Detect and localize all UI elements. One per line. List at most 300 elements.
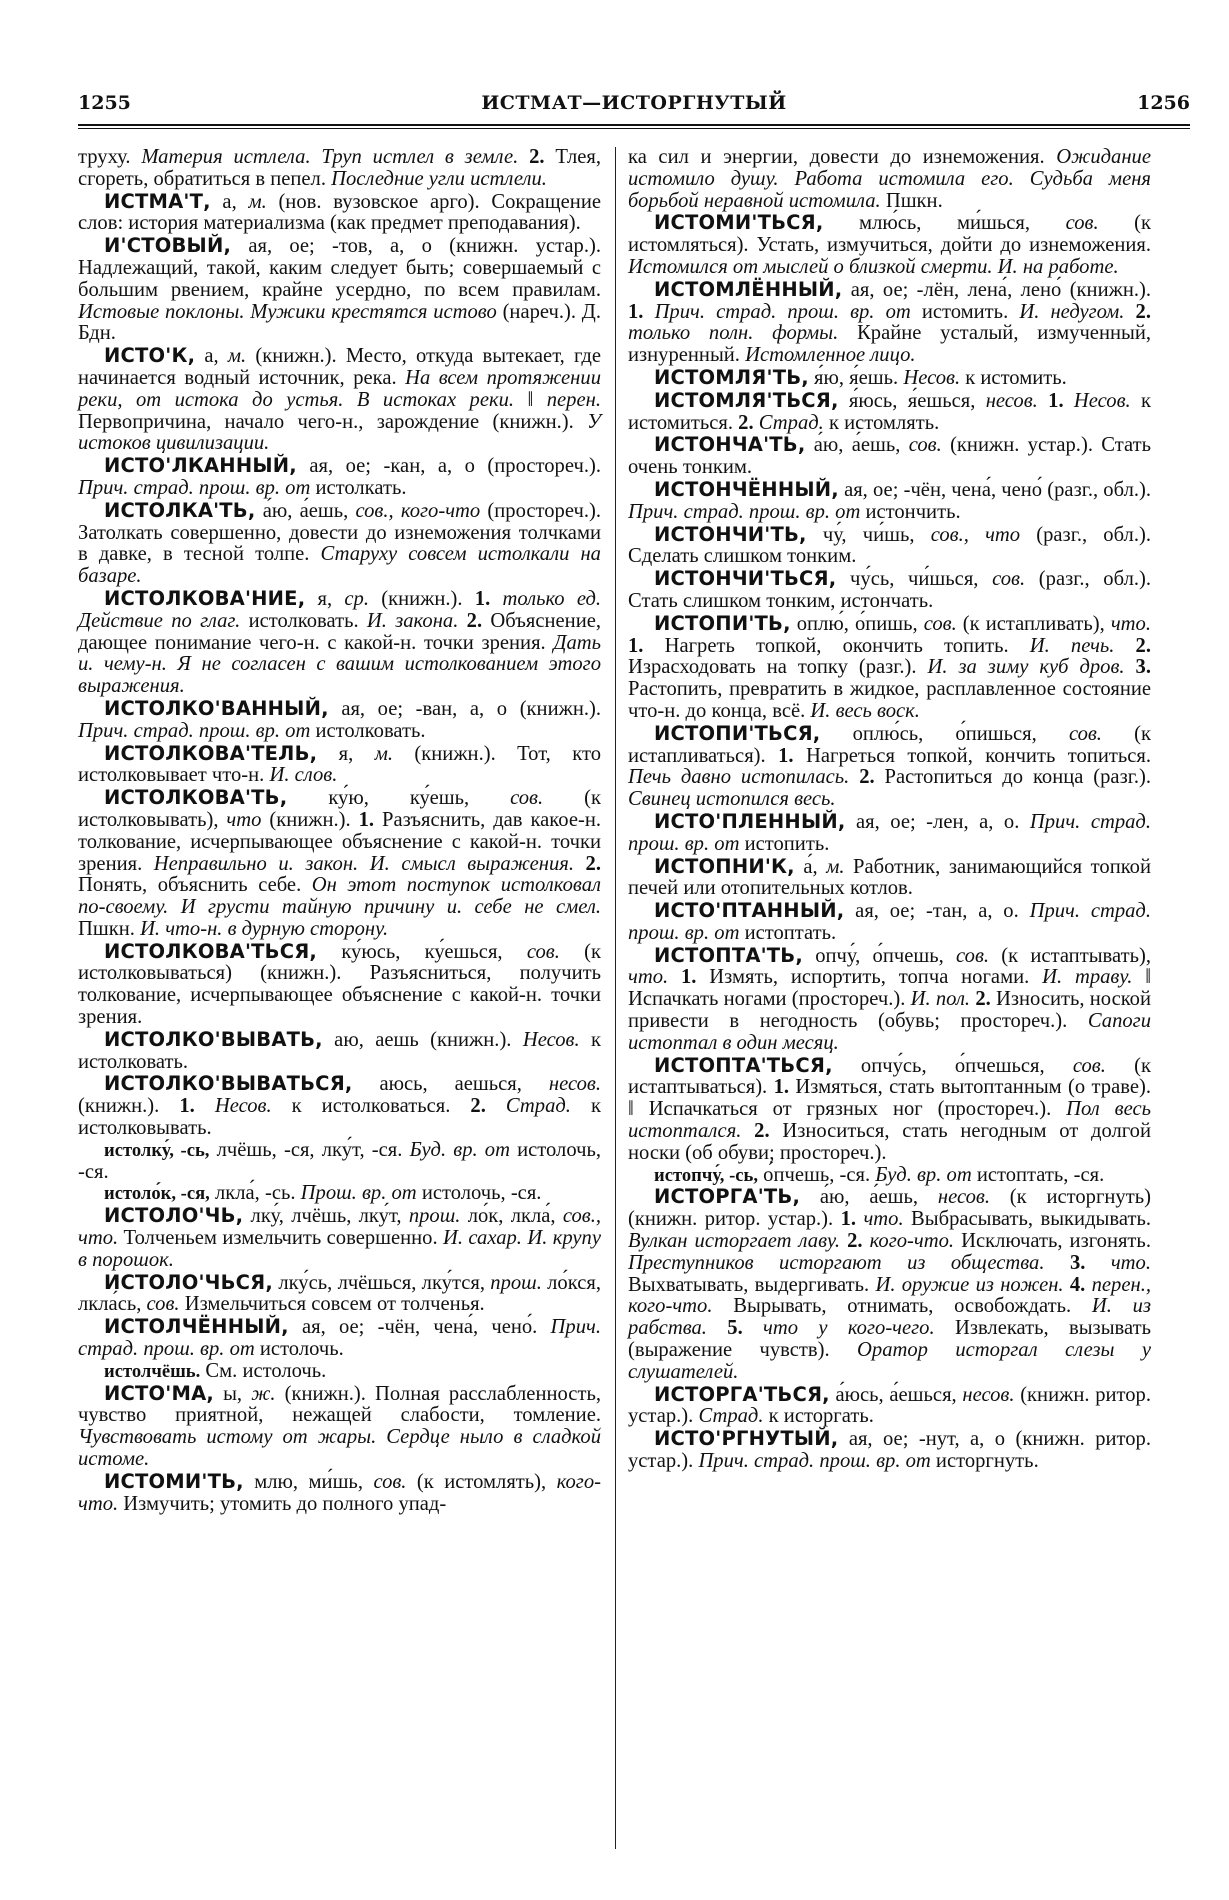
entry-text: истоптать. (739, 921, 837, 944)
entry-text: (нов. вузовское арго). Сокращение слов: история материализма (как предмет преподавания). (78, 190, 601, 235)
entry-text: Прич. страд. прош. вр. от (78, 1316, 601, 1361)
entry-text: истолковать. (310, 719, 426, 742)
entry-text (707, 1317, 727, 1339)
entry-headword: ИСТОПИ'ТЬСЯ, (654, 721, 821, 745)
entry-text: И. траву. (1042, 966, 1133, 989)
entry-text: а́ю, а́ешь, (255, 499, 356, 522)
entry-text: что. (863, 1208, 904, 1231)
entry-text: Прич. страд. прош. вр. от (628, 900, 1152, 944)
entry-text: 2. (585, 852, 601, 875)
entry-text: кого-что. (869, 1230, 955, 1253)
running-title: ИСТМАТ—ИСТОРГНУТЫЙ (481, 92, 787, 114)
entry-text (490, 588, 502, 610)
entry-text: Буд. вр. от (409, 1138, 510, 1161)
entry-text: опчу́сь, о́пчешься, (832, 1054, 1073, 1077)
entry-text: несов. (548, 1073, 601, 1096)
entry-text: (к истапливаться). (628, 722, 1151, 767)
entry-text: ло́кся, лкла́сь, (78, 1271, 601, 1316)
entry-text: Прич. страд. прош. вр. от (78, 476, 311, 499)
entry-text (849, 766, 859, 788)
entry-text: (простореч.). Затолкать совершенно, довести до изнеможения толчками в давке, в тесной толпе. (78, 499, 601, 566)
entry-text: Страд. (698, 1405, 764, 1428)
entry-text (458, 610, 466, 632)
entry-text: Крайне усталый, измученный, изнуренный. (628, 322, 1151, 367)
entry-text: а́юсь, а́ешься, (829, 1383, 963, 1406)
entry-text (743, 1317, 763, 1339)
entry-text: И. что-н. в дурную сторону. (140, 917, 389, 940)
entry-text: ая, ое; -тан, а, о. (844, 900, 1030, 923)
entry-text: И. закона. (366, 609, 459, 632)
entry-text (486, 1095, 506, 1117)
entry-text: сов. (1072, 1054, 1106, 1077)
entry-text: лку́, лчёшь, лку́т, (243, 1205, 409, 1228)
entry-headword: ИСТОПТА'ТЬ, (654, 943, 803, 967)
dictionary-entry (78, 588, 601, 698)
entry-text (574, 853, 586, 875)
entry-headword: ИСТО'МА, (104, 1381, 214, 1405)
dictionary-entry (628, 367, 1151, 390)
entry-text (518, 146, 529, 168)
entry-text: 1. (628, 634, 644, 657)
dictionary-entry (78, 1140, 601, 1184)
entry-headword: истолчёшь. (104, 1360, 201, 1382)
entry-text: Нагреться топкой, кончить топиться. (793, 744, 1151, 767)
entry-text: к истомить. (960, 366, 1067, 389)
entry-text: аюсь, аешься, (352, 1073, 549, 1096)
entry-text (1125, 656, 1136, 678)
entry-text: сов., что. (78, 1205, 601, 1250)
entry-text: сов. (1068, 722, 1102, 745)
entry-text: аю, аешь (книжн.). (322, 1028, 523, 1051)
entry-text: Истовые поклоны. Мужики крестятся истово (78, 300, 497, 323)
entry-text: 5. (727, 1317, 743, 1340)
entry-text: Измять, испортить, топча ногами. (696, 966, 1043, 989)
dictionary-entry (628, 856, 1151, 901)
entry-text: а, (210, 190, 249, 213)
entry-text: несов. (985, 389, 1038, 412)
entry-text: Печь давно истопилась. (628, 766, 850, 789)
entry-text: прош. (490, 1271, 542, 1294)
dictionary-entry (628, 811, 1151, 856)
entry-text: (книжн.). (78, 1095, 180, 1118)
dictionary-entry (78, 1383, 601, 1471)
entry-text: Растопиться до конца (разг.). (874, 766, 1151, 789)
entry-text: 1. (179, 1095, 195, 1118)
entry-text: оплю́, о́пишь, (790, 612, 924, 635)
dictionary-entry (628, 390, 1151, 435)
entry-headword: ИСТОРГА'ТЬСЯ, (654, 1382, 830, 1406)
entry-text: млю, ми́шь, (243, 1470, 374, 1493)
entry-headword: ИСТОЛКОВА'ТЕЛЬ, (104, 741, 318, 765)
entry-headword: ИСТОЛКО'ВЫВАТЬСЯ, (104, 1072, 353, 1096)
entry-text: прош. (408, 1205, 461, 1228)
entry-text: истолочь. (254, 1338, 344, 1361)
entry-text: ж. (251, 1382, 276, 1405)
entry-text: Оратор исторгал слезы у слушателей. (628, 1339, 1151, 1383)
entry-text: что (226, 808, 262, 831)
entry-text: а, (195, 345, 228, 368)
entry-text: ср. (344, 587, 369, 610)
entry-headword: ИСТО'ПЛЕННЫЙ, (654, 809, 846, 833)
dictionary-entry (628, 1186, 1151, 1383)
dictionary-entry (628, 524, 1151, 569)
entry-text: 2. (1135, 634, 1151, 657)
entry-text: 2. (1135, 300, 1151, 323)
entry-text: а́, (794, 855, 827, 878)
entry-text: (книжн.). Место, откуда вытекает, где начинается водный источник, река. (78, 345, 601, 389)
page-header (78, 92, 1190, 122)
entry-text: Тлея, сгореть, обратиться в пепел. (78, 146, 601, 190)
entry-text: Материя истлела. Труп истлел в земле. (141, 146, 519, 168)
entry-headword: ИСТОМЛЯ'ТЬ, (654, 365, 809, 389)
entry-text: Выбрасывать, выкидывать. (903, 1208, 1151, 1231)
entry-text: 3. (1135, 656, 1151, 679)
entry-text: о́пчешь, -ся. (758, 1163, 876, 1186)
dictionary-entry (78, 191, 601, 236)
header-rule-thin (78, 128, 1190, 129)
entry-text: Вулкан исторгает лаву. (628, 1230, 841, 1253)
entry-text: Исключать, изгонять. (954, 1230, 1151, 1253)
entry-text: лкла́, -сь. (209, 1182, 301, 1205)
entry-text: (разг., обл.). Сделать слишком тонким. (628, 523, 1151, 568)
entry-text: (книжн.). Полная расслабленность, чувство приятной, нежащей слабости, томление. (78, 1382, 601, 1427)
dictionary-entry (628, 613, 1151, 723)
entry-text: Последние угли истлели. (331, 167, 547, 190)
entry-text: (к истолковываться) (книжн.). Разъясниться, получить толкование, исчерпывающее объяснение с какой-н. точки зрения. (78, 940, 601, 1029)
entry-text: опчу́, о́пчешь, (802, 944, 957, 967)
entry-text: 1. (1048, 389, 1064, 412)
entry-text: Прич. страд. прош. вр. от (654, 300, 911, 323)
entry-headword: ИСТОПНИ'К, (654, 854, 795, 878)
entry-text: Измельчиться совсем от толченья. (179, 1293, 485, 1316)
entry-text: ая, ое; -нут, а, о (книжн. ритор. устар.). (628, 1428, 1151, 1473)
entry-text (741, 1120, 754, 1142)
entry-text: ка сил и энергии, довести до изнеможения. (628, 146, 1057, 168)
entry-headword: ИСТОПТА'ТЬСЯ, (654, 1053, 833, 1077)
entry-text (1064, 390, 1074, 412)
entry-text: перен., кого-что. (628, 1273, 1151, 1318)
entry-text: истолковать. (240, 609, 367, 632)
entry-text (1044, 1252, 1069, 1274)
entry-text: Преступников исторгают из общества. (628, 1251, 1045, 1274)
entry-headword: ИСТО'РГНУТЫЙ, (654, 1427, 839, 1451)
entry-headword: ИСТОПИ'ТЬ, (654, 611, 791, 635)
entry-headword: ИСТОМЛЯ'ТЬСЯ, (654, 388, 839, 412)
entry-text: Страд. (758, 411, 824, 434)
entry-text: ло́к, лкла́, (460, 1205, 563, 1228)
entry-text: ая, ое; -чён, чена́, чено́. (288, 1316, 551, 1339)
entry-text: чу́сь, чи́шься, (836, 568, 993, 591)
dictionary-entry (628, 1055, 1151, 1165)
dictionary-entry (628, 900, 1151, 945)
entry-text: истоптать, -ся. (971, 1163, 1105, 1186)
entry-text: что. (1110, 1251, 1152, 1274)
entry-text: 2. (847, 1230, 863, 1253)
page-number-right: 1256 (1137, 92, 1190, 114)
entry-text: сов., что (930, 523, 1021, 546)
entry-headword: истопчу́, -сь, (654, 1164, 759, 1186)
entry-text: Измучить; утомить до полного упад- (118, 1492, 447, 1515)
entry-text: ая, ое; -кан, а, о (простореч.). (296, 455, 601, 478)
entry-headword: ИСТОНЧЁННЫЙ, (654, 477, 839, 501)
entry-headword: ИСТО'ПТАННЫЙ, (654, 899, 845, 923)
entry-text: 2. (470, 1095, 486, 1118)
entry-text: м. (248, 190, 267, 213)
entry-text: Разъяснить, дав какое-н. толкование, исчерпывающее объяснение с какой-н. точки зрения. (78, 808, 601, 875)
entry-text: Толченьем измельчить совершенно. (118, 1227, 444, 1250)
dictionary-entry (78, 1471, 601, 1516)
entry-text: сов. (956, 944, 990, 967)
entry-text (643, 301, 654, 323)
entry-text: ая, ое; -лен, а, о. (845, 810, 1030, 833)
entry-text: Чувствовать истому от жары. Сердце ныло в сладкой истоме. (78, 1426, 601, 1471)
entry-text: 2. (975, 988, 991, 1011)
entry-text: ая, ое; -тов, а, о (книжн. устар.). Надлежащий, такой, каким следует быть; совершаемый с большим рвением, крайне усердно, по всем правилам. (78, 235, 601, 301)
entry-text: (к истаптываться). (628, 1054, 1151, 1099)
entry-text: 2. (466, 609, 483, 632)
entry-text: Прош. вр. от (300, 1182, 417, 1205)
dictionary-entry (628, 434, 1151, 479)
entry-text: истолочь, -ся. (416, 1182, 542, 1205)
entry-text: истомить. (910, 300, 1020, 323)
entry-text: И. слов. (269, 764, 338, 787)
entry-text: сов. (526, 940, 560, 963)
entry-text: Износиться, стать негодным от долгой носки (об обуви; простореч.). (628, 1120, 1151, 1164)
entry-text: к исторгать. (763, 1405, 874, 1428)
page-number-left: 1255 (78, 92, 131, 114)
entry-text: я, (305, 587, 345, 610)
entry-text: (к истапливать), (956, 612, 1111, 635)
entry-text: Вырывать, отнимать, освобождать. (712, 1295, 1092, 1318)
entry-headword: ИСТОЛО'ЧЬ, (104, 1204, 244, 1228)
entry-text: (к истолковывать), (78, 787, 601, 831)
dictionary-entry (628, 1428, 1151, 1473)
entry-text: (к исторгнуть) (книжн. ритор. устар.). (628, 1186, 1151, 1231)
header-rule (78, 124, 1190, 126)
entry-text: только полн. формы. (628, 322, 839, 345)
entry-text: ая, ое; -лён, лена́, лено́ (книжн.). (842, 278, 1151, 301)
entry-headword: ИСТОНЧА'ТЬ, (654, 433, 806, 457)
entry-text: несов. (962, 1383, 1015, 1406)
dictionary-entry (78, 1183, 601, 1205)
entry-text: истолочь, -ся. (78, 1138, 601, 1183)
entry-text: Буд. вр. от (875, 1163, 972, 1186)
entry-text: Он этот поступок истолковал по-своему. И грусти тайную причину и. себе не смел. (78, 874, 601, 919)
entry-text: 2. (738, 411, 754, 434)
entry-text: Прич. страд. прош. вр. от (698, 1450, 931, 1473)
entry-text: сов. (923, 612, 957, 635)
entry-text: (разг., обл.). Стать слишком тонким, истончать. (628, 568, 1151, 612)
entry-text: И. за зиму куб дров. (927, 656, 1125, 679)
entry-text (1124, 301, 1135, 323)
entry-text: См. истолочь. (200, 1359, 327, 1382)
entry-headword: ИСТОМИ'ТЬ, (104, 1469, 244, 1493)
entry-text: сов. (146, 1293, 180, 1316)
entry-headword: ИСТОЛКО'ВАННЫЙ, (104, 696, 329, 720)
entry-text: И. весь воск. (810, 699, 920, 722)
entry-text: к истолковать. (78, 1028, 601, 1073)
entry-text: ая, ое; -ван, а, о (книжн.). (328, 697, 601, 720)
entry-text: м. (227, 345, 247, 368)
entry-text: Несов. (214, 1095, 272, 1118)
entry-text: 1. (358, 808, 375, 831)
entry-text: И. печь. (1029, 634, 1115, 657)
entry-text: ку́ю, ку́ешь, (287, 787, 511, 810)
entry-text (1085, 1252, 1110, 1274)
left-column (78, 147, 601, 1515)
entry-text: к истолковаться. (271, 1095, 471, 1118)
entry-text: ‖ Испачкать ногами (простореч.). (628, 966, 1151, 1011)
entry-text: И. пол. (910, 988, 971, 1011)
entry-text: Извлекать, вызывать (выражение чувств). (628, 1317, 1151, 1362)
entry-text: Пол весь истоптался. (628, 1098, 1151, 1143)
entry-text: кого-что. (78, 1470, 601, 1515)
entry-text: труху. (78, 146, 142, 168)
entry-text: Несов. (522, 1028, 580, 1051)
entry-headword: истоло́к, -ся, (104, 1183, 210, 1205)
entry-text: а́ю, а́ешь, (800, 1186, 938, 1209)
entry-text: (книжн. устар.). Стать очень тонким. (628, 434, 1151, 479)
column-divider (615, 147, 616, 1849)
entry-text: сов. (1065, 212, 1099, 235)
entry-text: несов. (937, 1186, 990, 1209)
entry-text: Объяснение, дающее понимание чего-н. с какой-н. точки зрения. (78, 609, 601, 654)
entry-text: 2. (529, 146, 545, 168)
right-column (628, 147, 1151, 1473)
entry-text: Понять, объяснить себе. (78, 874, 312, 897)
entry-text: что. (628, 966, 669, 989)
entry-text: сов., кого-что (355, 499, 481, 522)
entry-text (1114, 635, 1135, 657)
dictionary-entry (78, 1272, 601, 1317)
entry-text: истопить. (739, 832, 830, 855)
dictionary-entry (628, 279, 1151, 367)
entry-text (863, 1230, 870, 1252)
entry-text: м. (374, 742, 393, 765)
entry-text: 2. (754, 1120, 770, 1143)
entry-text: Ожидание истомило душу. Работа истомила его. Судьба меня борьбой неравной истомила. (628, 146, 1151, 212)
entry-text: 1. (840, 1208, 857, 1231)
entry-text: (к истаптывать), (989, 944, 1151, 967)
entry-text: истолкать. (310, 476, 407, 499)
entry-headword: истолку́, -сь, (104, 1139, 210, 1161)
dictionary-entry (78, 698, 601, 743)
entry-text: Сапоги истоптал в один месяц. (628, 1010, 1151, 1054)
entry-text: Растопить, превратить в жидкое, расплавленное состояние что-н. до конца, всё. (628, 678, 1151, 722)
entry-text: Страд. (505, 1095, 571, 1118)
entry-headword: И'СТОВЫЙ, (104, 234, 232, 258)
entry-text: Дать и. чему-н. Я не согласен с вашим истолкованием этого выражения. (78, 631, 601, 698)
entry-headword: ИСТОНЧИ'ТЬ, (654, 522, 807, 546)
entry-text: а́ю, а́ешь, (805, 434, 909, 457)
entry-text: лку́сь, лчёшься, лку́тся, (273, 1271, 491, 1294)
entry-text: 2. (859, 766, 875, 789)
entry-text: 4. (1069, 1273, 1086, 1296)
entry-text: И. сахар. И. крупу в порошок. (78, 1227, 601, 1271)
entry-text: 3. (1069, 1251, 1086, 1274)
entry-text: 1. (681, 966, 697, 989)
dictionary-entry (628, 568, 1151, 613)
dictionary-entry (78, 1316, 601, 1361)
dictionary-entry (628, 212, 1151, 278)
entry-text: И. недугом. (1019, 300, 1125, 323)
entry-text: Неправильно и. закон. И. смысл выражения. (153, 852, 574, 875)
entry-text: 1. (474, 587, 491, 610)
entry-text: ая, ое; -чён, чена́, чено́ (разг., обл.). (838, 478, 1151, 501)
entry-text: истончить. (860, 500, 961, 523)
entry-headword: ИСТО'К, (104, 344, 196, 368)
entry-text: Прич. страд. прош. вр. от (78, 719, 311, 742)
entry-headword: ИСТОЛКОВА'НИЕ, (104, 586, 306, 610)
entry-text: Истомился от мыслей о близкой смерти. И. на работе. (628, 255, 1119, 278)
entry-text: 1. (773, 1076, 790, 1099)
entry-text: сов. (510, 787, 544, 810)
entry-text: У истоков цивилизации. (78, 410, 601, 455)
entry-text: Пшкн. (880, 189, 943, 212)
dictionary-entry (628, 945, 1151, 1055)
entry-text: я, (317, 742, 375, 765)
entry-text: что у кого-чего. (763, 1317, 935, 1340)
entry-headword: ИСТОЛКА'ТЬ, (104, 498, 256, 522)
entry-text: млю́сь, ми́шься, (823, 212, 1066, 235)
entry-text: (книжн.). Тот, кто истолковывает что-н. (78, 742, 601, 787)
entry-headword: ИСТОЛО'ЧЬСЯ, (104, 1270, 274, 1294)
entry-text: ы, (213, 1382, 252, 1405)
entry-text: ку́юсь, ку́ешься, (317, 940, 527, 963)
entry-text: И. оружие из ножен. (875, 1273, 1064, 1296)
dictionary-entry (78, 345, 601, 455)
dictionary-entry (628, 147, 1151, 212)
entry-headword: ИСТОЛЧЁННЫЙ, (104, 1315, 289, 1339)
entry-headword: ИСТОЛКОВА'ТЬСЯ, (104, 939, 318, 963)
entry-text: Старуху совсем истолкали на базаре. (78, 543, 601, 588)
entry-text: только ед. Действие по глаг. (78, 587, 602, 632)
entry-text: (нареч.). Д. Бдн. (78, 300, 601, 345)
dictionary-entry (78, 787, 601, 941)
entry-headword: ИСТОНЧИ'ТЬСЯ, (654, 567, 837, 591)
entry-text: Израсходовать на топку (разг.). (628, 656, 928, 679)
entry-headword: ИСТОРГА'ТЬ, (654, 1185, 801, 1209)
entry-text: перен. (546, 388, 601, 411)
dictionary-entry (78, 743, 601, 788)
dictionary-entry (78, 500, 601, 588)
dictionary-entry (628, 1165, 1151, 1187)
dictionary-entry (78, 1361, 601, 1383)
entry-text: Измяться, стать вытоптанным (о траве). ‖ Испачкаться от грязных ног (простореч.). (628, 1076, 1151, 1121)
dictionary-entry (628, 479, 1151, 524)
entry-text (1038, 390, 1048, 412)
dictionary-entry (78, 1029, 601, 1074)
entry-text: (к истомлять), (406, 1470, 557, 1493)
entry-text: Несов. (1073, 389, 1131, 412)
entry-text: Работник, занимающийся топкой печей или отопительных котлов. (628, 855, 1151, 900)
entry-text: (книжн.). (261, 808, 359, 831)
entry-text: что. (1110, 612, 1151, 635)
entry-text: м. (826, 855, 845, 878)
dictionary-entry (628, 1384, 1151, 1429)
entry-text: Пшкн. (78, 917, 141, 940)
entry-text: лчёшь, -ся, лку́т, -ся. (209, 1138, 410, 1161)
entry-headword: ИСТМА'Т, (104, 189, 211, 213)
entry-text: к истолковывать. (78, 1095, 601, 1140)
entry-text: 1. (628, 300, 644, 323)
entry-text: (к истомляться). Устать, измучиться, дойти до изнеможения. (628, 212, 1151, 257)
entry-text: На всем протяжении реки, от истока до устья. В истоках реки. (78, 366, 601, 411)
entry-text: Прич. страд. прош. вр. от (628, 810, 1151, 855)
entry-text: сов. (373, 1470, 407, 1493)
dictionary-entry (78, 1205, 601, 1271)
entry-text (195, 1095, 215, 1117)
